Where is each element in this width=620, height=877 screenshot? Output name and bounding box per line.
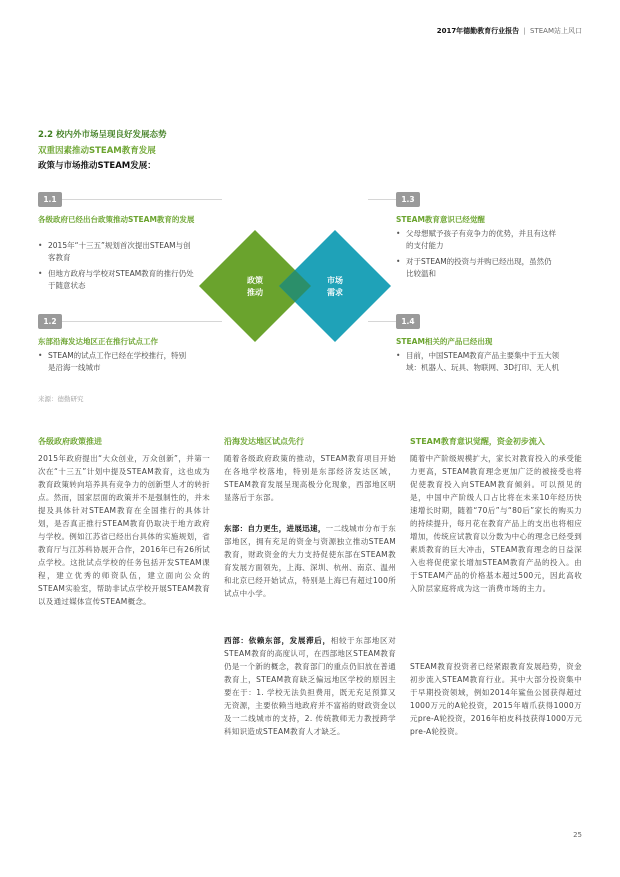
bullet-list	[38, 350, 188, 378]
policy-label-line2: 推动	[247, 288, 263, 297]
page-header	[437, 26, 582, 36]
east-lead: 东部：自力更生，进展迅速，	[224, 524, 326, 533]
column2-paragraph3	[224, 634, 396, 738]
report-title: 2017年德勤教育行业报告	[436, 27, 520, 35]
policy-label-line1: 政策	[247, 276, 263, 285]
section-subheading: 政策与市场推动STEAM发展：	[38, 161, 156, 171]
bullet-list	[38, 240, 198, 296]
policy-label	[238, 275, 272, 299]
box-title: 东部沿海发达地区正在推行试点工作	[38, 337, 158, 346]
policy-market-diagram	[198, 228, 392, 348]
column3-paragraph2: STEAM教育投资者已经紧跟教育发展趋势，资金初步流入STEAM教育行业。其中大部分投资集中于早期投资领域，例如2014年鲨鱼公园获得超过1000万元的A轮投资，2015年喵爪获得1000万元pre-A轮投资，2016年柏皮科技获得1000万元pre-A轮投资。	[410, 662, 582, 736]
divider	[62, 199, 222, 200]
box-title: STEAM教育意识已经觉醒	[396, 215, 485, 224]
box-number-badge: 1.2	[38, 314, 62, 329]
section-subtitle: 双重因素推动STEAM教育发展	[38, 146, 156, 156]
bullet-item: • 但地方政府与学校对STEAM教育的推行仍处于随意状态	[38, 268, 198, 292]
box-number-badge: 1.1	[38, 192, 62, 207]
column2-paragraph2	[224, 522, 396, 600]
column3-heading: STEAM教育意识觉醒，资金初步流入	[410, 437, 545, 446]
column2-paragraph1: 随着各级政府政策的推动，STEAM教育项目开始在各地学校落地，特别是东部经济发达区域，STEAM教育发展呈现高极分化现象，西部地区明显落后于东部。	[224, 454, 396, 502]
east-text: 一二线城市分布于东部地区，拥有充足的资金与资源独立推动STEAM教育，财政资金的大力支持促使东部在STEAM教育发展方面领先，上海、深圳、杭州、南京、温州和北京已经开始试点，特别是上海已有超过100所试点中小学。	[224, 524, 397, 598]
box-number-badge: 1.4	[396, 314, 420, 329]
box-number-badge: 1.3	[396, 192, 420, 207]
market-label	[318, 275, 352, 299]
market-label-line2: 需求	[327, 288, 343, 297]
bullet-item: • 对于STEAM的投资与并购已经出现，虽然仍比较温和	[396, 256, 556, 280]
bullet-item: • STEAM的试点工作已经在学校推行，特别是沿海一线城市	[38, 350, 188, 374]
bullet-list	[396, 228, 556, 284]
column3-paragraph1: 随着中产阶级规模扩大，家长对教育投入的承受能力更高，STEAM教育理念更加广泛的被接受也将促使教育投入向STEAM教育倾斜。可以预见的是，中国中产阶级人口占比将在未来10年经历快速增长时期，随着“70后”与“80后”家长的购买力的持续提升，每月花在教育产品上的支出也将相应增加，传统应试教育以分数为中心的理念已经受到素质教育的巨大冲击，STEAM教育理念的日益深入也将促使家长增加STEAM教育产品的投入。由于STEAM产品的价格基本超过500元，因此高收入阶层家庭将成为这一消费市场的主力。	[410, 454, 582, 593]
bullet-item: • 2015年“十三五”规划首次提出STEAM与创客教育	[38, 240, 198, 264]
divider	[368, 199, 396, 200]
west-text: 相较于东部地区对STEAM教育的高度认可，在西部地区STEAM教育仍是一个新的概念，教育部门的重点仍旧放在普通教育上，STEAM教育缺乏偏远地区学校的原因主要在于：1. 学校无法负担费用，既无充足预算又无资源，主要依赖当地政府并不富裕的财政资金以及一二线城市的支持，2. 传统教师无力教授跨学科知识造成STEAM教育人才缺乏。	[224, 636, 396, 736]
west-lead: 西部：依赖东部，发展滞后，	[224, 636, 331, 645]
box-title: 各级政府已经出台政策推动STEAM教育的发展	[38, 215, 195, 224]
source-note: 来源：德勤研究	[38, 395, 84, 403]
diagram-shapes	[198, 228, 392, 348]
bullet-item: • 父母想赋予孩子有竞争力的优势，并且有这样的支付能力	[396, 228, 556, 252]
column1-text: 2015年政府提出“大众创业，万众创新”，并第一次在“十三五”计划中提及STEAM教育，这也成为教育政策转向培养具有竞争力的创新型人才的转折点。然而，国家层面的政策并不是强制性的，并未提及具体针对STEAM教育在全国推行的具体计划，是否真正推行STEAM教育仍取决于地方政府与学校。例如江苏省已经出台具体的实施规划，省教育厅与江苏科协展开合作，2016年已有26所试点学校。这批试点学校的任务包括开发STEAM课程，建立优秀的师资队伍，建立面向公众的STEAM实验室，帮助非试点学校开展STEAM教育以及通过媒体宣传STEAM概念。	[38, 454, 210, 606]
report-subtitle: STEAM站上风口	[530, 27, 582, 35]
column1-heading: 各级政府政策推进	[38, 437, 102, 446]
column2-heading: 沿海发达地区试点先行	[224, 437, 304, 446]
section-title: 2.2 校内外市场呈现良好发展态势	[38, 130, 167, 140]
header-separator: |	[523, 27, 526, 35]
market-label-line1: 市场	[327, 276, 343, 285]
bullet-list	[396, 350, 561, 378]
box-title: STEAM相关的产品已经出现	[396, 337, 493, 346]
bullet-item: • 目前，中国STEAM教育产品主要集中于五大领域：机器人、玩具、物联网、3D打印、无人机	[396, 350, 561, 374]
page-number: 25	[573, 831, 582, 839]
